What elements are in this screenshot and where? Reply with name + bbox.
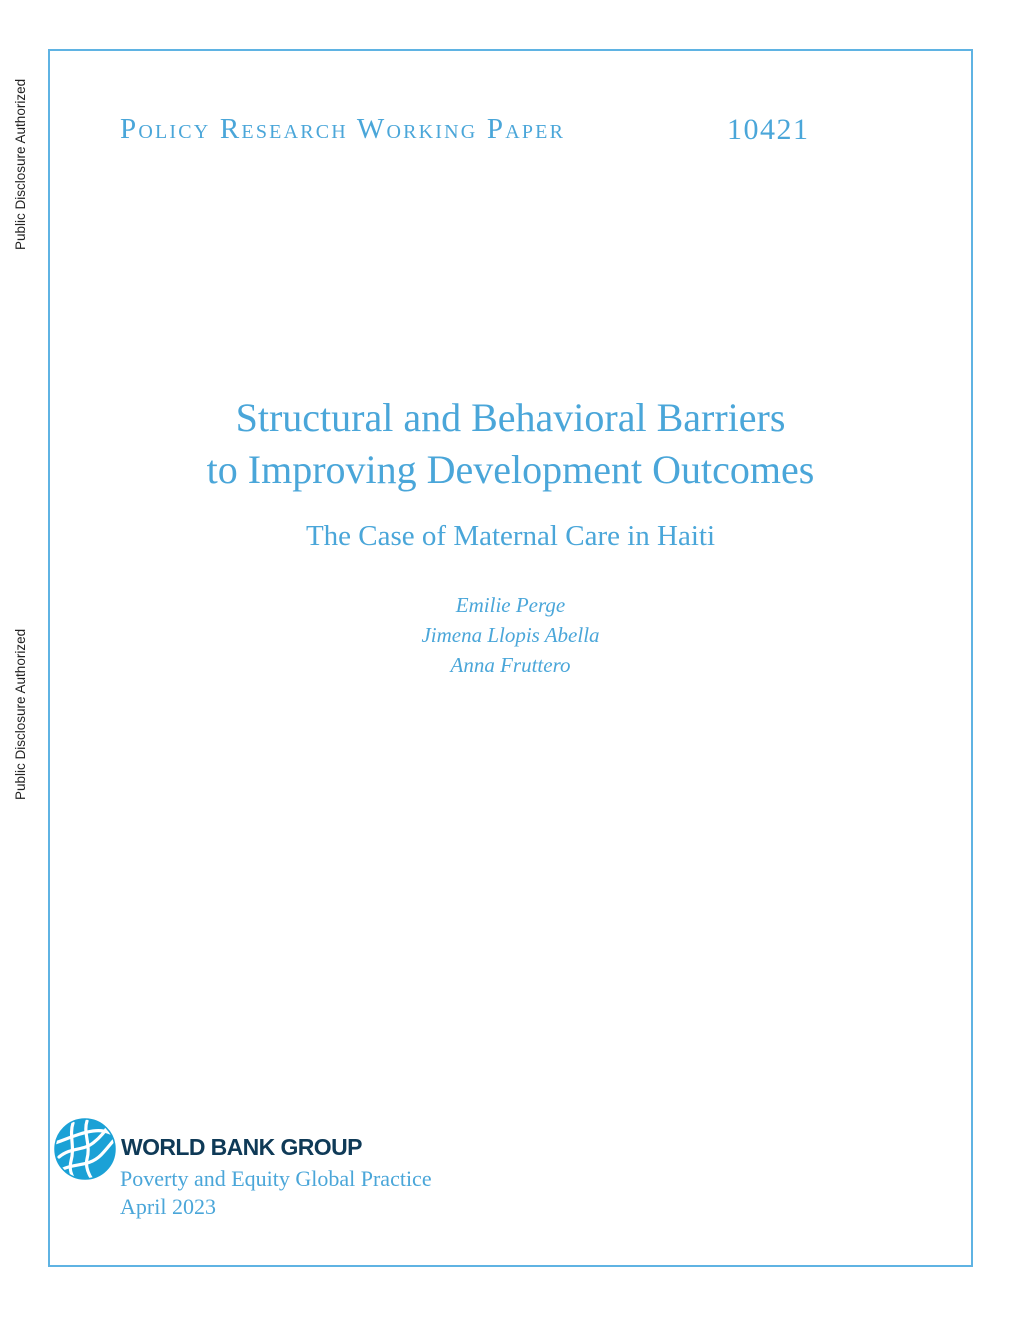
author-name: Anna Fruttero — [450, 653, 571, 677]
disclosure-label-top: Public Disclosure Authorized — [13, 78, 28, 250]
series-title: Policy Research Working Paper — [120, 113, 566, 145]
world-bank-globe-icon — [53, 1117, 117, 1181]
organization-name: WORLD BANK GROUP — [121, 1134, 362, 1160]
practice-name: Poverty and Equity Global Practice — [120, 1166, 432, 1191]
paper-subtitle: The Case of Maternal Care in Haiti — [305, 520, 716, 552]
paper-title-line-2: to Improving Development Outcomes — [206, 447, 815, 492]
author-name: Emilie Perge — [455, 593, 566, 617]
author-list — [48, 590, 973, 680]
paper-title-line-1: Structural and Behavioral Barriers — [235, 395, 786, 440]
paper-number: 10421 — [727, 113, 810, 146]
title-block — [48, 392, 973, 680]
publication-date: April 2023 — [120, 1194, 216, 1219]
author-name: Jimena Llopis Abella — [421, 623, 600, 647]
disclosure-label-bottom: Public Disclosure Authorized — [13, 628, 28, 800]
